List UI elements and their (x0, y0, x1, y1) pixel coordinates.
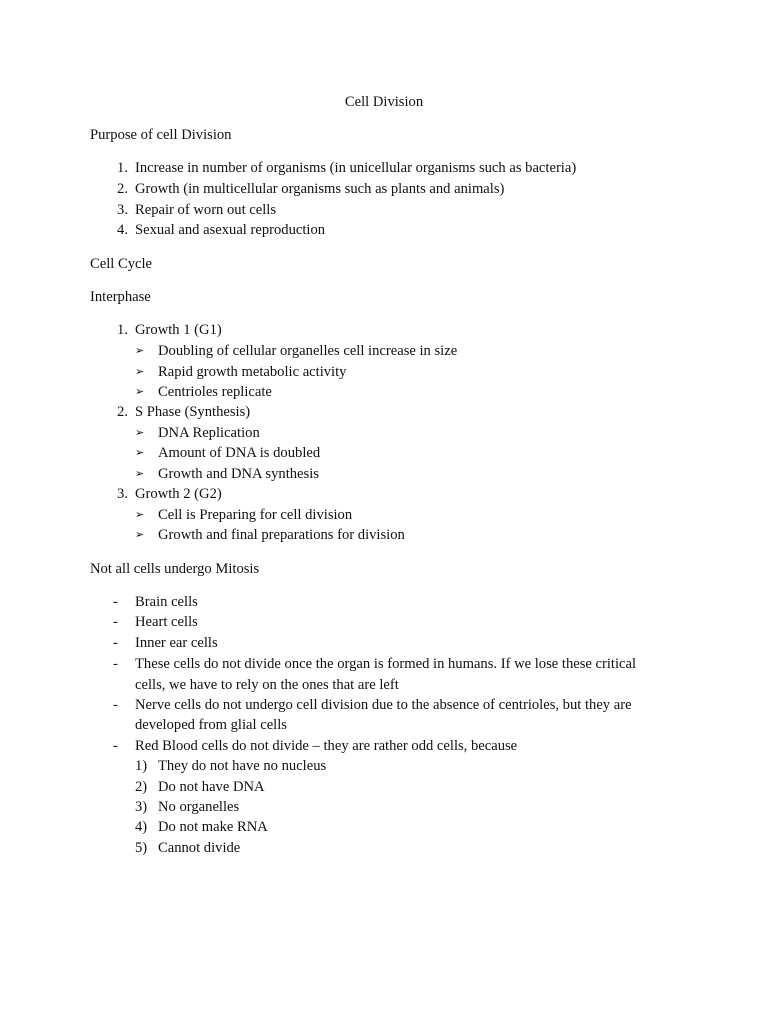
stage-number: 3. (117, 486, 128, 502)
arrowhead-bullet-icon: ➢ (135, 467, 145, 480)
bullet-item: Centrioles replicate (158, 384, 272, 400)
dash-bullet: - (113, 697, 118, 713)
arrowhead-bullet-icon: ➢ (135, 365, 145, 378)
reason-number: 3) (135, 799, 148, 815)
dash-bullet: - (113, 614, 118, 630)
bullet-item: Cell is Preparing for cell division (158, 507, 353, 523)
arrowhead-bullet-icon: ➢ (135, 426, 145, 439)
bullet-item: Growth and DNA synthesis (158, 466, 319, 482)
list-item: Red Blood cells do not divide – they are rather odd cells, because (135, 738, 518, 754)
list-item: Growth (in multicellular organisms such as plants and animals) (135, 181, 505, 197)
list-number: 3. (117, 202, 128, 218)
section-heading-purpose: Purpose of cell Division (90, 127, 232, 143)
reason-item: Do not make RNA (158, 819, 268, 835)
arrowhead-bullet-icon: ➢ (135, 344, 145, 357)
stage-title: Growth 2 (G2) (135, 486, 222, 502)
dash-bullet: - (113, 656, 118, 672)
page-title: Cell Division (344, 94, 424, 110)
list-item: Nerve cells do not undergo cell division due to the absence of centrioles, but they are (135, 697, 632, 713)
dash-bullet: - (113, 635, 118, 651)
list-item-continuation: cells, we have to rely on the ones that are left (135, 677, 399, 693)
reason-item: No organelles (158, 799, 240, 815)
reason-item: They do not have no nucleus (158, 758, 327, 774)
arrowhead-bullet-icon: ➢ (135, 508, 145, 521)
arrowhead-bullet-icon: ➢ (135, 385, 145, 398)
stage-number: 2. (117, 404, 128, 420)
list-item: Increase in number of organisms (in unicellular organisms such as bacteria) (135, 160, 577, 176)
bullet-item: Doubling of cellular organelles cell increase in size (158, 343, 458, 359)
list-number: 1. (117, 160, 128, 176)
arrowhead-bullet-icon: ➢ (135, 528, 145, 541)
list-item: Brain cells (135, 594, 198, 610)
list-item: Sexual and asexual reproduction (135, 222, 326, 238)
list-number: 2. (117, 181, 128, 197)
reason-number: 2) (135, 779, 148, 795)
dash-bullet: - (113, 594, 118, 610)
dash-bullet: - (113, 738, 118, 754)
stage-title: S Phase (Synthesis) (135, 404, 251, 420)
reason-number: 5) (135, 840, 148, 856)
list-item-continuation: developed from glial cells (135, 717, 287, 733)
reason-item: Do not have DNA (158, 779, 265, 795)
list-item: Repair of worn out cells (135, 202, 277, 218)
stage-title: Growth 1 (G1) (135, 322, 222, 338)
reason-number: 1) (135, 758, 148, 774)
section-heading-cell-cycle: Cell Cycle (90, 256, 153, 272)
section-heading-mitosis: Not all cells undergo Mitosis (90, 561, 260, 577)
arrowhead-bullet-icon: ➢ (135, 446, 145, 459)
list-item: Heart cells (135, 614, 198, 630)
reason-item: Cannot divide (158, 840, 241, 856)
section-heading-interphase: Interphase (90, 289, 151, 305)
bullet-item: Amount of DNA is doubled (158, 445, 321, 461)
bullet-item: Growth and final preparations for division (158, 527, 405, 543)
bullet-item: DNA Replication (158, 425, 260, 441)
list-item: Inner ear cells (135, 635, 218, 651)
stage-number: 1. (117, 322, 128, 338)
list-number: 4. (117, 222, 128, 238)
bullet-item: Rapid growth metabolic activity (158, 364, 347, 380)
list-item: These cells do not divide once the organ is formed in humans. If we lose these critical (135, 656, 637, 672)
reason-number: 4) (135, 819, 148, 835)
